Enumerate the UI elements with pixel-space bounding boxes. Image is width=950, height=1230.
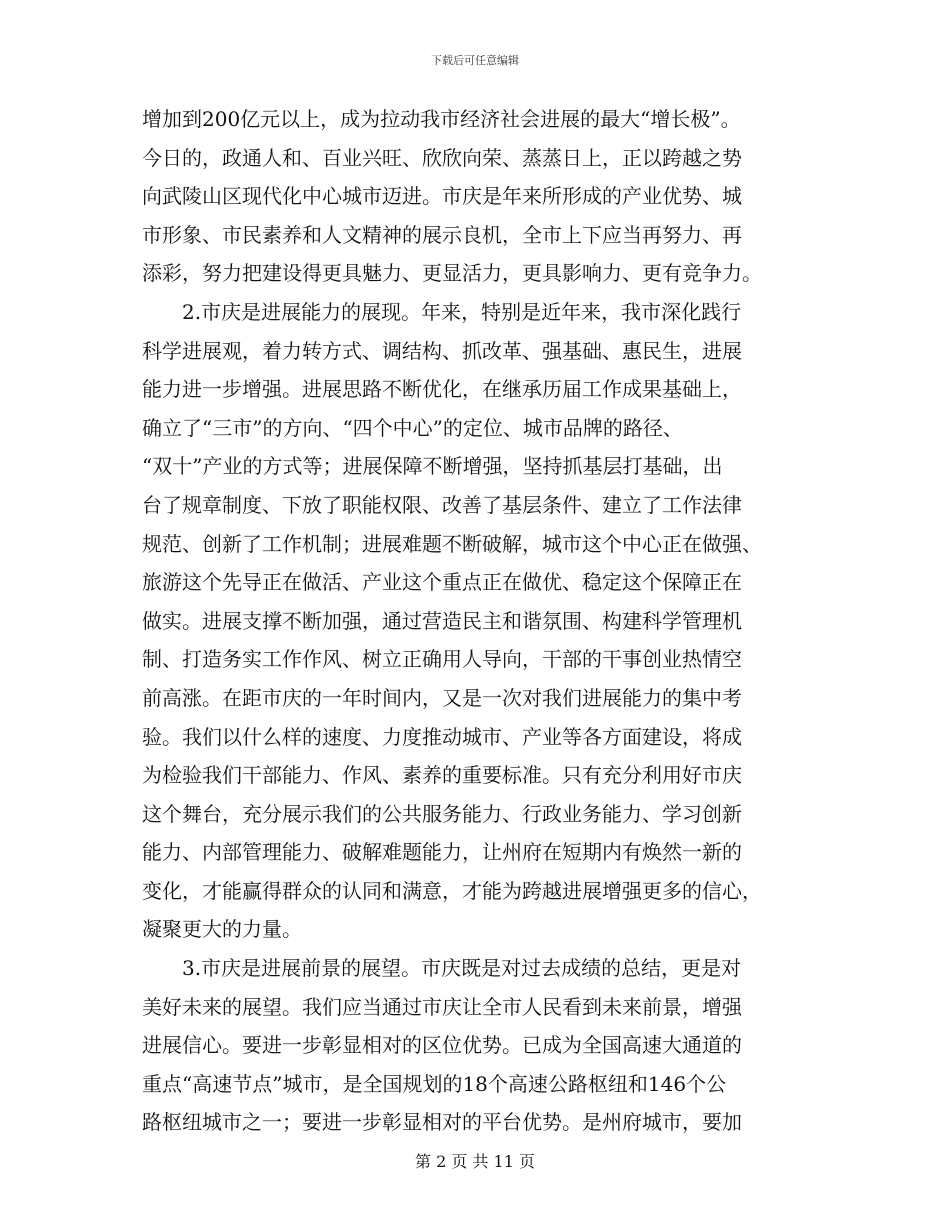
text-line: 3.市庆是进展前景的展望。市庆既是对过去成绩的总结，更是对 bbox=[142, 956, 742, 981]
text-line: 规范、创新了工作机制；进展难题不断破解，城市这个中心正在做强、 bbox=[142, 531, 762, 556]
text-line: 添彩，努力把建设得更具魅力、更显活力，更具影响力、更有竞争力。 bbox=[142, 261, 762, 286]
text-line: 台了规章制度、下放了职能权限、改善了基层条件、建立了工作法律 bbox=[142, 492, 742, 517]
text-line: 重点“高速节点”城市，是全国规划的18个高速公路枢纽和146个公 bbox=[142, 1071, 727, 1096]
text-line: “双十”产业的方式等；进展保障不断增强，坚持抓基层打基础，出 bbox=[142, 454, 723, 479]
page-header: 下载后可任意编辑 bbox=[431, 54, 519, 67]
text-line: 2.市庆是进展能力的展现。年来，特别是近年来，我市深化践行 bbox=[142, 299, 742, 324]
text-line: 验。我们以什么样的速度、力度推动城市、产业等各方面建设，将成 bbox=[142, 724, 742, 749]
text-line: 向武陵山区现代化中心城市迈进。市庆是年来所形成的产业优势、城 bbox=[142, 184, 742, 209]
text-line: 确立了“三市”的方向、“四个中心”的定位、城市品牌的路径、 bbox=[142, 415, 683, 440]
document-body bbox=[142, 100, 810, 1142]
text-line: 做实。进展支撑不断加强，通过营造民主和谐氛围、构建科学管理机 bbox=[142, 608, 742, 633]
text-line: 为检验我们干部能力、作风、素养的重要标准。只有充分利用好市庆 bbox=[142, 763, 742, 788]
text-line: 路枢纽城市之一；要进一步彰显相对的平台优势。是州府城市，要加 bbox=[142, 1110, 742, 1135]
text-line: 变化，才能赢得群众的认同和满意，才能为跨越进展增强更多的信心， bbox=[142, 878, 762, 903]
text-line: 前高涨。在距市庆的一年时间内，又是一次对我们进展能力的集中考 bbox=[142, 685, 742, 710]
text-line: 市形象、市民素养和人文精神的展示良机，全市上下应当再努力、再 bbox=[142, 222, 742, 247]
text-line: 旅游这个先导正在做活、产业这个重点正在做优、稳定这个保障正在 bbox=[142, 570, 742, 595]
text-line: 凝聚更大的力量。 bbox=[142, 917, 302, 942]
text-line: 制、打造务实工作作风、树立正确用人导向，干部的干事创业热情空 bbox=[142, 647, 742, 672]
text-line: 今日的，政通人和、百业兴旺、欣欣向荣、蒸蒸日上，正以跨越之势 bbox=[142, 145, 742, 170]
text-line: 美好未来的展望。我们应当通过市庆让全市人民看到未来前景，增强 bbox=[142, 994, 742, 1019]
text-line: 能力进一步增强。进展思路不断优化，在继承历届工作成果基础上， bbox=[142, 377, 742, 402]
text-line: 增加到200亿元以上，成为拉动我市经济社会进展的最大“增长极”。 bbox=[142, 107, 741, 131]
text-line: 科学进展观，着力转方式、调结构、抓改革、强基础、惠民生，进展 bbox=[142, 338, 742, 363]
page-number-footer: 第 2 页 共 11 页 bbox=[415, 1152, 535, 1171]
text-line: 进展信心。要进一步彰显相对的区位优势。已成为全国高速大通道的 bbox=[142, 1033, 742, 1058]
text-line: 能力、内部管理能力、破解难题能力，让州府在短期内有焕然一新的 bbox=[142, 840, 742, 865]
text-line: 这个舞台，充分展示我们的公共服务能力、行政业务能力、学习创新 bbox=[142, 801, 742, 826]
